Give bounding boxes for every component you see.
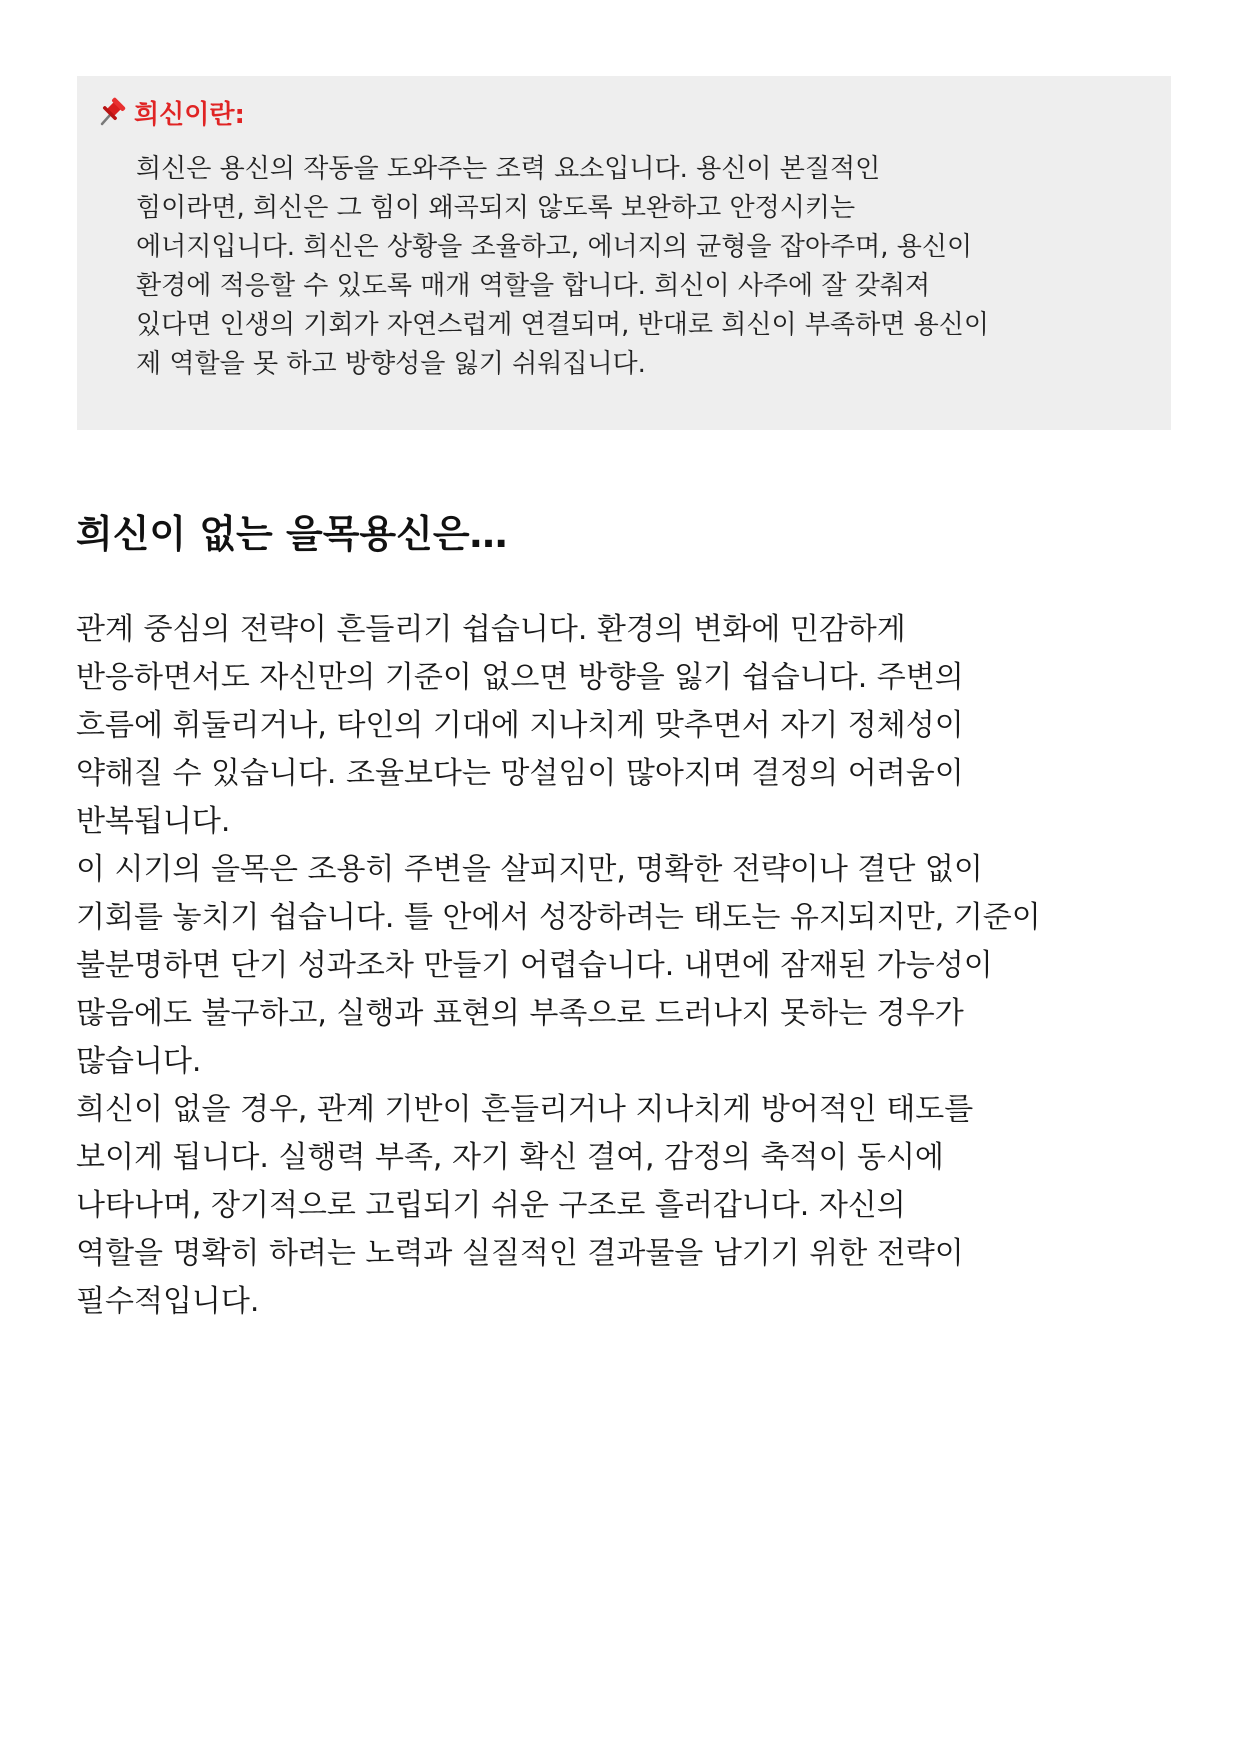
note-line: 제 역할을 못 하고 방향성을 잃기 쉬워집니다.: [136, 349, 646, 379]
note-line: 에너지입니다. 희신은 상황을 조율하고, 에너지의 균형을 잡아주며, 용신이: [136, 232, 973, 262]
body-line: 희신이 없을 경우, 관계 기반이 흔들리거나 지나치게 방어적인 태도를: [76, 1092, 974, 1127]
note-title-text: 희신이란:: [134, 99, 245, 130]
main-body-text: [76, 606, 1176, 1326]
note-line: 환경에 적응할 수 있도록 매개 역할을 합니다. 희신이 사주에 잘 갖춰져: [136, 271, 931, 301]
note-body: [136, 150, 1156, 384]
body-line: 필수적입니다.: [76, 1284, 260, 1319]
body-line: 나타나며, 장기적으로 고립되기 쉬운 구조로 흘러갑니다. 자신의: [76, 1188, 906, 1223]
note-line: 희신은 용신의 작동을 도와주는 조력 요소입니다. 용신이 본질적인: [136, 154, 881, 184]
body-line: 약해질 수 있습니다. 조율보다는 망설임이 많아지며 결정의 어려움이: [76, 756, 964, 791]
pushpin-icon: [98, 97, 126, 127]
body-line: 기회를 놓치기 쉽습니다. 틀 안에서 성장하려는 태도는 유지되지만, 기준이: [76, 900, 1041, 935]
body-line: 흐름에 휘둘리거나, 타인의 기대에 지나치게 맞추면서 자기 정체성이: [76, 708, 964, 743]
body-line: 불분명하면 단기 성과조차 만들기 어렵습니다. 내면에 잠재된 가능성이: [76, 948, 993, 983]
body-line: 많습니다.: [76, 1044, 202, 1079]
body-line: 관계 중심의 전략이 흔들리기 쉽습니다. 환경의 변화에 민감하게: [76, 612, 906, 647]
note-line: 있다면 인생의 기회가 자연스럽게 연결되며, 반대로 희신이 부족하면 용신이: [136, 310, 989, 340]
note-title: [98, 94, 245, 130]
body-line: 많음에도 불구하고, 실행과 표현의 부족으로 드러나지 못하는 경우가: [76, 996, 964, 1031]
body-line: 이 시기의 을목은 조용히 주변을 살피지만, 명확한 전략이나 결단 없이: [76, 852, 983, 887]
note-line: 힘이라면, 희신은 그 힘이 왜곡되지 않도록 보완하고 안정시키는: [136, 193, 856, 223]
body-line: 역할을 명확히 하려는 노력과 실질적인 결과물을 남기기 위한 전략이: [76, 1236, 964, 1271]
section-heading: 희신이 없는 을목용신은…: [76, 512, 508, 556]
body-line: 보이게 됩니다. 실행력 부족, 자기 확신 결여, 감정의 축적이 동시에: [76, 1140, 944, 1175]
body-line: 반복됩니다.: [76, 804, 231, 839]
body-line: 반응하면서도 자신만의 기준이 없으면 방향을 잃기 쉽습니다. 주변의: [76, 660, 964, 695]
